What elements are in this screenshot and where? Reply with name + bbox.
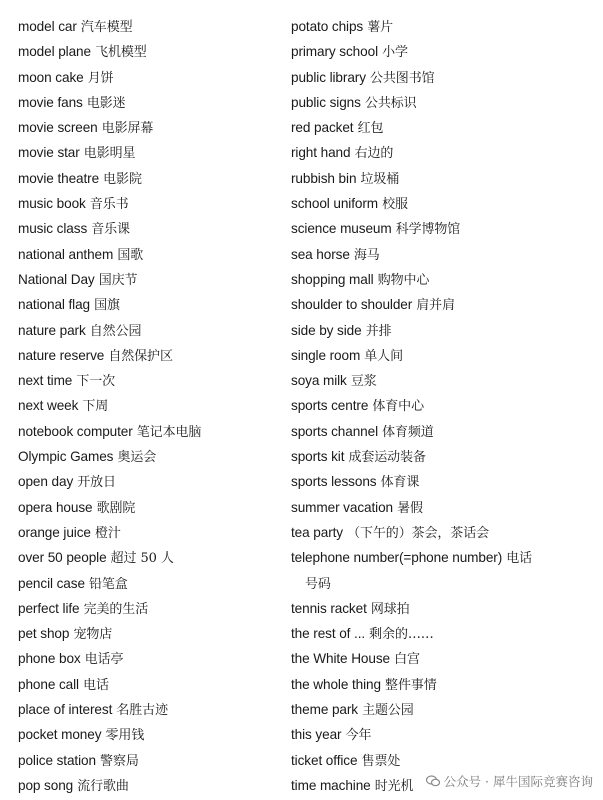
vocab-entry bbox=[18, 646, 280, 671]
vocab-entry bbox=[18, 545, 280, 570]
english-phrase: side by side bbox=[291, 322, 362, 338]
vocab-entry bbox=[291, 722, 596, 747]
chinese-translation: 电话 bbox=[83, 677, 109, 693]
vocab-entry bbox=[18, 343, 280, 368]
chinese-translation: 红包 bbox=[357, 121, 384, 137]
english-phrase: next time bbox=[18, 373, 73, 389]
english-phrase: perfect life bbox=[18, 600, 80, 616]
vocab-entry bbox=[18, 318, 280, 343]
english-phrase: national anthem bbox=[18, 246, 114, 262]
english-phrase: the White House bbox=[291, 651, 390, 667]
english-phrase: music class bbox=[18, 221, 88, 237]
chinese-translation: 并排 bbox=[365, 323, 392, 339]
chinese-translation: 铅笔盒 bbox=[89, 576, 128, 592]
chinese-translation: 超过 50 人 bbox=[110, 551, 174, 567]
vocab-entry bbox=[291, 545, 596, 596]
chinese-translation: 橙汁 bbox=[94, 525, 121, 541]
english-phrase: movie theatre bbox=[18, 170, 100, 186]
chinese-translation: 薯片 bbox=[367, 20, 394, 35]
chinese-translation: 开放日 bbox=[77, 475, 116, 491]
english-phrase: primary school bbox=[291, 44, 378, 60]
vocab-entry bbox=[291, 520, 596, 545]
english-phrase: pet shop bbox=[18, 626, 70, 642]
english-phrase: red packet bbox=[291, 120, 354, 136]
vocab-entry bbox=[291, 191, 596, 216]
vocab-entry bbox=[291, 140, 596, 165]
vocab-entry bbox=[18, 368, 280, 393]
chinese-translation: 右边的 bbox=[354, 146, 394, 162]
chinese-translation: 垃圾桶 bbox=[360, 171, 400, 187]
chinese-translation: 国庆节 bbox=[98, 272, 138, 288]
vocab-entry bbox=[18, 469, 280, 494]
english-phrase: sports lessons bbox=[291, 474, 377, 490]
vocab-entry bbox=[291, 39, 596, 64]
english-phrase: orange juice bbox=[18, 524, 91, 540]
chinese-translation: 宠物店 bbox=[73, 627, 113, 643]
vocab-entry bbox=[291, 646, 596, 671]
vocab-entry bbox=[291, 419, 596, 444]
chinese-translation: 主题公园 bbox=[362, 703, 414, 719]
english-phrase: national flag bbox=[18, 297, 91, 313]
chinese-translation: 体育频道 bbox=[382, 424, 434, 440]
chinese-translation: 体育课 bbox=[380, 475, 420, 491]
chinese-translation: 暑假 bbox=[397, 500, 423, 516]
vocab-entry bbox=[18, 216, 280, 241]
english-phrase: sports channel bbox=[291, 423, 379, 439]
chinese-translation: 音乐书 bbox=[89, 197, 129, 213]
chinese-translation: 电影明星 bbox=[83, 146, 136, 162]
english-phrase: potato chips bbox=[291, 19, 364, 34]
vocab-entry bbox=[18, 140, 280, 165]
watermark-text: 公众号 · 犀牛国际竞赛咨询 bbox=[443, 774, 593, 789]
vocab-entry bbox=[18, 596, 280, 621]
vocab-entry bbox=[18, 39, 280, 64]
english-phrase: police station bbox=[18, 752, 96, 768]
chinese-translation: 自然保护区 bbox=[108, 348, 173, 364]
chinese-translation: 歌剧院 bbox=[96, 500, 136, 516]
vocab-entry bbox=[291, 65, 596, 90]
vocab-entry bbox=[291, 343, 596, 368]
chinese-translation: 汽车模型 bbox=[80, 20, 133, 35]
english-phrase: theme park bbox=[291, 702, 359, 718]
chinese-translation: 下周 bbox=[82, 399, 109, 415]
vocab-entry bbox=[291, 621, 596, 646]
chinese-translation: 整件事情 bbox=[385, 677, 437, 693]
english-phrase: pocket money bbox=[18, 727, 102, 743]
vocabulary-column-left bbox=[18, 14, 280, 798]
english-phrase: pop song bbox=[18, 777, 74, 793]
chinese-translation: 单人间 bbox=[364, 348, 403, 364]
english-phrase: right hand bbox=[291, 145, 351, 161]
english-phrase: sports kit bbox=[291, 449, 345, 465]
vocab-entry bbox=[18, 166, 280, 191]
english-phrase: opera house bbox=[18, 499, 93, 515]
vocab-entry bbox=[18, 419, 280, 444]
english-phrase: shoulder to shoulder bbox=[291, 297, 413, 313]
english-phrase: pencil case bbox=[18, 575, 85, 591]
english-phrase: the whole thing bbox=[291, 676, 381, 692]
vocab-entry bbox=[291, 166, 596, 191]
chinese-translation: 零用钱 bbox=[105, 728, 145, 744]
english-phrase: school uniform bbox=[291, 196, 378, 212]
english-phrase: phone box bbox=[18, 651, 81, 667]
vocab-entry bbox=[18, 773, 280, 798]
vocab-entry bbox=[18, 267, 280, 292]
english-phrase: sports centre bbox=[291, 398, 369, 414]
chinese-translation: 小学 bbox=[382, 45, 408, 61]
chinese-translation: 肩并肩 bbox=[416, 298, 455, 314]
chinese-translation: 白宫 bbox=[394, 652, 420, 668]
chinese-translation: 音乐课 bbox=[91, 222, 130, 238]
chinese-translation: 成套运动装备 bbox=[348, 450, 426, 466]
watermark bbox=[426, 772, 593, 790]
chinese-translation: 校服 bbox=[382, 197, 408, 213]
english-phrase: rubbish bin bbox=[291, 170, 357, 186]
english-phrase: soya milk bbox=[291, 373, 347, 389]
english-phrase: single room bbox=[291, 347, 361, 363]
vocab-entry bbox=[18, 292, 280, 317]
english-phrase: National Day bbox=[18, 271, 95, 287]
chinese-translation: 购物中心 bbox=[377, 272, 430, 288]
vocab-entry bbox=[291, 292, 596, 317]
english-phrase: moon cake bbox=[18, 69, 84, 85]
vocab-entry bbox=[291, 90, 596, 115]
vocab-entry bbox=[18, 242, 280, 267]
chinese-translation: 警察局 bbox=[100, 753, 139, 769]
english-phrase: movie fans bbox=[18, 94, 83, 110]
english-phrase: summer vacation bbox=[291, 499, 393, 515]
vocab-entry bbox=[291, 318, 596, 343]
vocab-entry bbox=[18, 571, 280, 596]
vocab-entry bbox=[291, 748, 596, 773]
vocab-entry bbox=[291, 216, 596, 241]
english-phrase: model plane bbox=[18, 44, 91, 60]
vocab-entry bbox=[18, 672, 280, 697]
english-phrase: model car bbox=[18, 19, 77, 34]
english-phrase: music book bbox=[18, 196, 86, 212]
chinese-translation: 下一次 bbox=[76, 374, 116, 390]
chinese-translation: 月饼 bbox=[87, 70, 114, 86]
english-phrase: shopping mall bbox=[291, 271, 374, 287]
vocab-entry bbox=[291, 697, 596, 722]
chinese-translation: 完美的生活 bbox=[83, 601, 149, 617]
vocab-entry bbox=[18, 115, 280, 140]
vocab-entry bbox=[18, 520, 280, 545]
vocab-entry bbox=[291, 495, 596, 520]
chinese-translation: 流行歌曲 bbox=[77, 778, 129, 794]
vocab-entry bbox=[291, 115, 596, 140]
english-phrase: notebook computer bbox=[18, 423, 133, 439]
chinese-translation: 电话亭 bbox=[84, 652, 124, 668]
chinese-translation: 电影屏幕 bbox=[101, 121, 154, 137]
chinese-translation: 网球拍 bbox=[370, 601, 410, 617]
vocab-entry bbox=[18, 191, 280, 216]
chinese-translation: 公共图书馆 bbox=[370, 70, 435, 86]
chinese-translation: 自然公园 bbox=[89, 323, 142, 339]
english-phrase: movie screen bbox=[18, 120, 98, 136]
vocab-entry bbox=[18, 14, 280, 39]
vocab-entry bbox=[291, 368, 596, 393]
english-phrase: place of interest bbox=[18, 702, 113, 718]
vocab-entry bbox=[18, 65, 280, 90]
chinese-translation: 时光机 bbox=[374, 778, 414, 794]
english-phrase: science museum bbox=[291, 221, 392, 237]
vocab-entry bbox=[291, 444, 596, 469]
english-phrase: time machine bbox=[291, 777, 371, 793]
chinese-translation: 名胜古迹 bbox=[116, 703, 168, 719]
english-phrase: nature park bbox=[18, 322, 86, 338]
english-phrase: tea party bbox=[291, 524, 343, 540]
vocab-entry bbox=[18, 722, 280, 747]
vocab-entry bbox=[291, 469, 596, 494]
english-phrase: over 50 people bbox=[18, 550, 107, 566]
wechat-icon bbox=[426, 775, 440, 787]
vocab-entry bbox=[18, 748, 280, 773]
vocab-entry bbox=[291, 672, 596, 697]
vocab-entry bbox=[18, 444, 280, 469]
english-phrase: the rest of ... bbox=[291, 626, 366, 642]
chinese-translation-continued: 号码 bbox=[305, 576, 331, 592]
chinese-translation: 飞机模型 bbox=[95, 45, 147, 61]
chinese-translation: 公共标识 bbox=[364, 95, 417, 111]
chinese-translation: 国歌 bbox=[117, 247, 144, 263]
chinese-translation: 剩余的…… bbox=[369, 627, 434, 643]
chinese-translation: 电影院 bbox=[103, 171, 142, 187]
english-phrase: tennis racket bbox=[291, 600, 367, 616]
vocab-entry bbox=[18, 621, 280, 646]
english-phrase: phone call bbox=[18, 676, 79, 692]
vocab-entry bbox=[291, 242, 596, 267]
chinese-translation: 豆浆 bbox=[350, 374, 377, 390]
chinese-translation: 笔记本电脑 bbox=[136, 424, 202, 440]
chinese-translation: （下午的）茶会，茶话会 bbox=[347, 525, 489, 541]
english-phrase: movie star bbox=[18, 145, 80, 161]
english-phrase: sea horse bbox=[291, 246, 350, 262]
english-phrase: public library bbox=[291, 69, 366, 85]
vocab-entry bbox=[291, 393, 596, 418]
english-phrase: next week bbox=[18, 398, 79, 414]
chinese-translation: 奥运会 bbox=[117, 450, 157, 466]
vocab-entry bbox=[18, 697, 280, 722]
english-phrase: ticket office bbox=[291, 752, 358, 768]
chinese-translation: 电话 bbox=[506, 551, 533, 567]
english-phrase: nature reserve bbox=[18, 347, 105, 363]
chinese-translation: 售票处 bbox=[361, 753, 401, 769]
english-phrase: this year bbox=[291, 727, 342, 743]
vocab-entry bbox=[291, 267, 596, 292]
vocabulary-column-right bbox=[291, 14, 596, 798]
chinese-translation: 体育中心 bbox=[372, 399, 424, 415]
vocab-entry bbox=[18, 495, 280, 520]
vocab-entry bbox=[18, 393, 280, 418]
chinese-translation: 电影迷 bbox=[86, 95, 126, 111]
chinese-translation: 科学博物馆 bbox=[395, 222, 461, 238]
vocab-entry bbox=[291, 14, 596, 39]
chinese-translation: 海马 bbox=[353, 247, 380, 263]
english-phrase: open day bbox=[18, 474, 74, 490]
vocab-entry bbox=[291, 596, 596, 621]
chinese-translation: 今年 bbox=[345, 728, 372, 744]
english-phrase: telephone number(=phone number) bbox=[291, 550, 503, 566]
english-phrase: public signs bbox=[291, 94, 361, 110]
chinese-translation: 国旗 bbox=[94, 298, 120, 314]
vocab-entry bbox=[18, 90, 280, 115]
english-phrase: Olympic Games bbox=[18, 449, 114, 465]
